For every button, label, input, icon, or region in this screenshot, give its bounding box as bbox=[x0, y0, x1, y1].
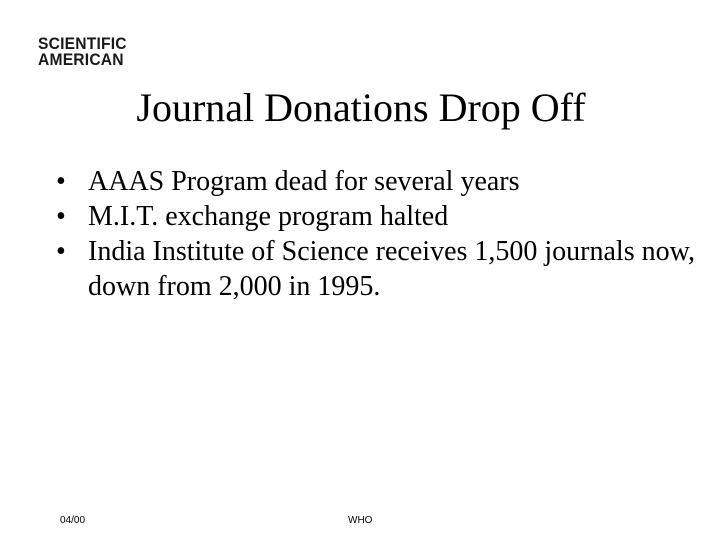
bullet-list bbox=[56, 164, 696, 304]
bullet-text: AAAS Program dead for several years bbox=[88, 166, 520, 197]
logo-line-2: AMERICAN bbox=[38, 50, 124, 69]
slide-title-text: Journal Donations Drop Off bbox=[136, 85, 586, 130]
bullet-icon: • bbox=[56, 236, 66, 267]
bullet-icon: • bbox=[56, 201, 66, 232]
bullet-text: M.I.T. exchange program halted bbox=[88, 201, 449, 232]
bullet-item bbox=[56, 234, 696, 304]
scientific-american-logo bbox=[38, 36, 148, 68]
footer-date: 04/00 bbox=[60, 515, 86, 526]
slide-title bbox=[0, 82, 720, 134]
bullet-item bbox=[56, 164, 696, 199]
footer-center-text: WHO bbox=[348, 515, 373, 526]
logo-line-1: SCIENTIFIC bbox=[38, 34, 127, 53]
bullet-icon: • bbox=[56, 166, 66, 197]
bullet-text: India Institute of Science receives 1,500 journals now, down from 2,000 in 1995. bbox=[88, 236, 696, 302]
bullet-item bbox=[56, 199, 696, 234]
